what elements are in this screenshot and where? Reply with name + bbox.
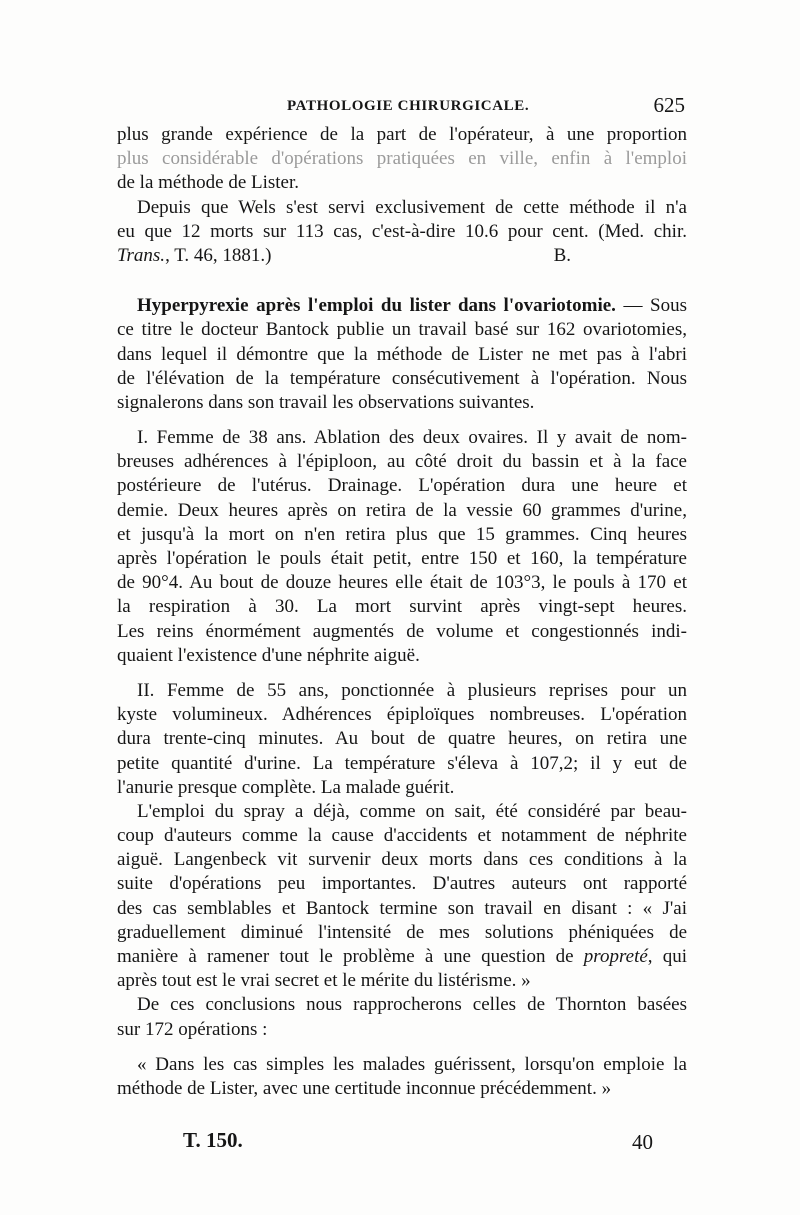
heading-tail: — Sous <box>615 295 687 317</box>
text-line: ce titre le docteur Bantock publie un travail basé sur 162 ovariotomies, <box>117 319 687 341</box>
section-heading-line <box>117 294 687 318</box>
running-title: PATHOLOGIE CHIRURGICALE. <box>287 98 530 114</box>
case-line: demie. Deux heures après on retira de la vessie 60 grammes d'urine, <box>117 499 687 521</box>
text-line: après tout est le vrai secret et le mérite du listérisme. » <box>117 970 531 992</box>
running-header <box>117 93 685 122</box>
text-line: suite d'opérations peu importantes. D'autres auteurs ont rapporté <box>117 873 687 895</box>
page-footer <box>183 1128 653 1156</box>
case-line: kyste volumineux. Adhérences épiploïques nombreuses. L'opération <box>117 704 687 726</box>
case-line: breuses adhérences à l'épiploon, au côté droit du bassin et à la face <box>117 451 687 473</box>
text-line: sur 172 opérations : <box>117 1018 268 1040</box>
text-line <box>117 945 687 969</box>
quote-line: méthode de Lister, avec une certitude inconnue précédemment. » <box>117 1077 612 1099</box>
text-fragment: manière à ramener tout le problème à une question de <box>117 946 584 967</box>
volume-signature: T. 150. <box>183 1128 243 1152</box>
reference-line <box>117 244 687 268</box>
gathering-number: 40 <box>632 1130 653 1154</box>
text-line: eu que 12 morts sur 113 cas, c'est-à-dire 10.6 pour cent. (Med. chir. <box>117 220 687 242</box>
body-text <box>117 123 687 1101</box>
case-line: l'anurie presque complète. La malade guérit. <box>117 776 455 798</box>
text-line: plus considérable d'opérations pratiquées en ville, enfin à l'emploi <box>117 148 687 170</box>
text-line: Depuis que Wels s'est servi exclusivement de cette méthode il n'a <box>137 196 687 218</box>
section-heading: Hyperpyrexie après l'emploi du lister dans l'ovariotomie. <box>137 295 616 317</box>
text-line: De ces conclusions nous rapprocherons celles de Thornton basées <box>137 994 687 1016</box>
reference-detail: , T. 46, 1881.) <box>165 244 272 266</box>
case-line: dura trente-cinq minutes. Au bout de quatre heures, on retira une <box>117 728 687 750</box>
case-line: I. Femme de 38 ans. Ablation des deux ovaires. Il y avait de nom- <box>137 427 687 449</box>
case-line: après l'opération le pouls était petit, entre 150 et 160, la température <box>117 548 687 569</box>
emphasis-word: propreté <box>583 946 648 967</box>
text-line: plus grande expérience de la part de l'opérateur, à une proportion <box>117 124 687 145</box>
case-line: et jusqu'à la mort on n'en retira plus que 15 grammes. Cinq heures <box>117 523 687 545</box>
page-number: 625 <box>653 93 685 117</box>
text-line: graduellement diminué l'intensité de mes solutions phéniquées de <box>117 921 687 943</box>
case-line: petite quantité d'urine. La température s'éleva à 107,2; il y eut de <box>117 752 687 774</box>
text-line: dans lequel il démontre que la méthode de Lister ne met pas à l'abri <box>117 343 687 365</box>
text-line: coup d'auteurs comme la cause d'accidents et notamment de néphrite <box>117 825 687 847</box>
text-line: de l'élévation de la température consécutivement à l'opération. Nous <box>117 367 687 389</box>
case-line: la respiration à 30. La mort survint après vingt-sept heures. <box>117 596 687 618</box>
text-line: des cas semblables et Bantock termine son travail en disant : « J'ai <box>117 897 687 919</box>
case-line: Les reins énormément augmentés de volume et congestionnés indi- <box>117 620 687 642</box>
text-fragment: , qui <box>647 946 687 967</box>
journal-abbrev: Trans. <box>117 244 166 266</box>
author-signature: B. <box>553 244 571 266</box>
text-line: de la méthode de Lister. <box>117 172 300 194</box>
case-line: quaient l'existence d'une néphrite aiguë. <box>117 644 420 666</box>
text-line: L'emploi du spray a déjà, comme on sait, été considéré par beau- <box>137 800 687 822</box>
case-line: II. Femme de 55 ans, ponctionnée à plusieurs reprises pour un <box>137 679 687 701</box>
case-line: postérieure de l'utérus. Drainage. L'opération dura une heure et <box>117 475 687 497</box>
text-line: signalerons dans son travail les observations suivantes. <box>117 391 535 413</box>
text-line: aiguë. Langenbeck vit survenir deux morts dans ces conditions à la <box>117 849 687 871</box>
case-line: de 90°4. Au bout de douze heures elle était de 103°3, le pouls à 170 et <box>117 572 687 594</box>
quote-line: « Dans les cas simples les malades guérissent, lorsqu'on emploie la <box>137 1053 687 1075</box>
